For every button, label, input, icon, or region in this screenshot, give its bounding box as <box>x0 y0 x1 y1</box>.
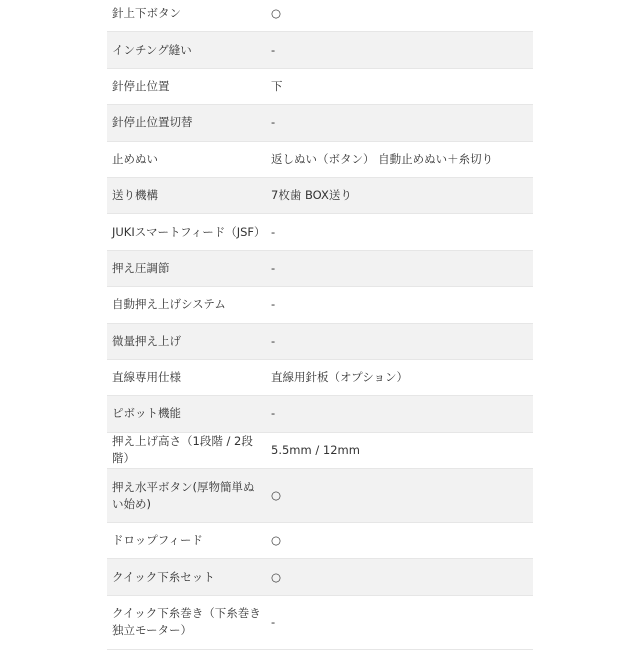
spec-row <box>107 178 533 214</box>
spec-value: 5.5mm / 12mm <box>271 442 360 457</box>
spec-row <box>107 287 533 323</box>
spec-label: 自動押え上げシステム <box>112 297 226 312</box>
spec-row <box>107 105 533 141</box>
spec-label: 押え圧調節 <box>112 260 170 275</box>
spec-label: ピボット機能 <box>112 406 181 421</box>
spec-label: 微量押え上げ <box>112 333 181 348</box>
spec-value: - <box>271 297 276 312</box>
spec-label: 押え水平ボタン(厚物簡単ぬい始め) <box>112 479 255 511</box>
spec-row <box>107 596 533 650</box>
spec-row <box>107 32 533 68</box>
spec-row <box>107 251 533 287</box>
spec-value: - <box>271 614 276 629</box>
spec-value: 返しぬい（ボタン） 自動止めぬい＋糸切り <box>271 151 494 166</box>
spec-row <box>107 0 533 32</box>
spec-row <box>107 559 533 595</box>
spec-label: 直線専用仕様 <box>112 370 181 385</box>
spec-row <box>107 523 533 559</box>
spec-label: JUKIスマートフィード（JSF） <box>112 224 266 239</box>
spec-label: 針上下ボタン <box>112 6 181 21</box>
spec-value: ○ <box>271 533 282 548</box>
spec-value: ○ <box>271 488 282 503</box>
spec-label: クイック下糸巻き（下糸巻き独立モーター） <box>112 606 261 638</box>
spec-row <box>107 433 533 469</box>
spec-row <box>107 69 533 105</box>
spec-row <box>107 142 533 178</box>
spec-table <box>107 0 533 650</box>
spec-row <box>107 396 533 432</box>
spec-row <box>107 324 533 360</box>
spec-label: 押え上げ高さ（1段階 / 2段階） <box>112 434 253 466</box>
spec-row <box>107 360 533 396</box>
spec-value: 直線用針板（オプション） <box>271 370 408 385</box>
spec-value: 7枚歯 BOX送り <box>271 188 352 203</box>
spec-label: ドロップフィード <box>112 533 203 548</box>
spec-row <box>107 469 533 523</box>
spec-value: 下 <box>271 78 283 93</box>
spec-label: 針停止位置切替 <box>112 115 193 130</box>
spec-label: クイック下糸セット <box>112 569 215 584</box>
spec-label: インチング縫い <box>112 42 192 57</box>
spec-row <box>107 214 533 250</box>
spec-value: - <box>271 224 276 239</box>
spec-value: ○ <box>271 6 282 21</box>
spec-value: - <box>271 406 276 421</box>
spec-label: 送り機構 <box>112 188 158 203</box>
spec-value: - <box>271 333 276 348</box>
spec-value: ○ <box>271 569 282 584</box>
spec-label: 止めぬい <box>112 151 158 166</box>
spec-value: - <box>271 260 276 275</box>
spec-value: - <box>271 115 276 130</box>
spec-label: 針停止位置 <box>112 78 170 93</box>
spec-value: - <box>271 42 276 57</box>
